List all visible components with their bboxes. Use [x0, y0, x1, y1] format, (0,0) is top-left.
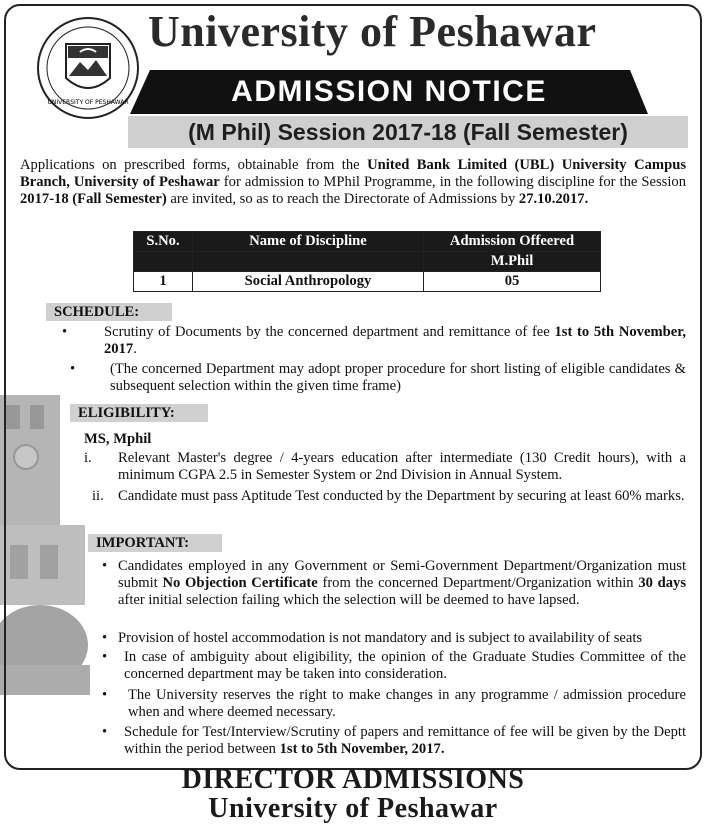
intro-paragraph: Applications on prescribed forms, obtainable from the United Bank Limited (UBL) University Campus Branch, University of Peshawar for admission to MPhil Programme, in the following discipline for the Session 2017-18 (Fall Semester) are invited, so as to reach the Directorate of Admissions by 27.10.2017. — [20, 157, 687, 207]
bullet-icon: • — [102, 687, 108, 703]
schedule-item-1: Scrutiny of Documents by the concerned department and remittance of fee 1st to 5th November, 2017. — [104, 324, 686, 357]
important-item-5: Schedule for Test/Interview/Scrutiny of papers and remittance of fee will be given by the Deptt within the period between 1st to 5th November, 2017. — [124, 724, 686, 757]
table-header-admission: Admission Offeered — [424, 232, 601, 252]
bullet-icon: • — [102, 724, 108, 740]
table-subheader-mphil: M.Phil — [424, 252, 601, 272]
table-header-sno: S.No. — [134, 232, 193, 252]
eligibility-heading: ELIGIBILITY: — [70, 404, 208, 422]
footer-university-name: University of Peshawar — [208, 793, 498, 824]
bullet-icon: • — [62, 324, 68, 340]
page-title: University of Peshawar — [148, 7, 597, 56]
banner-text: ADMISSION NOTICE — [231, 75, 547, 108]
eligibility-item-2: Candidate must pass Aptitude Test conducted by the Department by securing at least 60% marks. — [118, 488, 685, 504]
list-number: ii. — [92, 488, 104, 504]
important-item-2: Provision of hostel accommodation is not mandatory and is subject to availability of seats — [118, 630, 643, 646]
list-number: i. — [84, 450, 92, 466]
eligibility-subheading: MS, Mphil — [84, 431, 152, 447]
university-seal-logo — [36, 16, 140, 120]
discipline-table — [133, 231, 601, 292]
schedule-item-2: (The concerned Department may adopt proper procedure for short listing of eligible candidates & subsequent selection within the given time frame) — [110, 361, 686, 394]
important-item-1: Candidates employed in any Government or Semi-Government Department/Organization must submit No Objection Certificate from the concerned Department/Organization within 30 days after initial selection failing which the selection will be deemed to have lapsed. — [118, 558, 687, 608]
important-heading: IMPORTANT: — [88, 534, 222, 552]
eligibility-item-1: Relevant Master's degree / 4-years education after intermediate (130 Credit hours), with a minimum CGPA 2.5 in Semester System or 2nd Division in Annual System. — [118, 450, 686, 483]
bullet-icon: • — [70, 361, 76, 377]
table-row: 1 Social Anthropology 05 — [134, 272, 601, 292]
seal-text: UNIVERSITY OF PESHAWAR — [47, 99, 129, 106]
important-item-3: In case of ambiguity about eligibility, the opinion of the Graduate Studies Committee of the concerned department may be taken into consideration. — [124, 649, 686, 682]
admission-notice-banner — [130, 70, 648, 114]
schedule-heading: SCHEDULE: — [46, 303, 172, 321]
bullet-icon: • — [102, 558, 108, 574]
director-admissions: DIRECTOR ADMISSIONS — [181, 764, 525, 795]
table-header-discipline: Name of Discipline — [193, 232, 424, 252]
bullet-icon: • — [102, 649, 108, 665]
important-item-4: The University reserves the right to make changes in any programme / admission procedure when and where deemed necessary. — [128, 687, 686, 720]
session-heading: (M Phil) Session 2017-18 (Fall Semester) — [128, 116, 688, 148]
bullet-icon: • — [102, 630, 108, 646]
